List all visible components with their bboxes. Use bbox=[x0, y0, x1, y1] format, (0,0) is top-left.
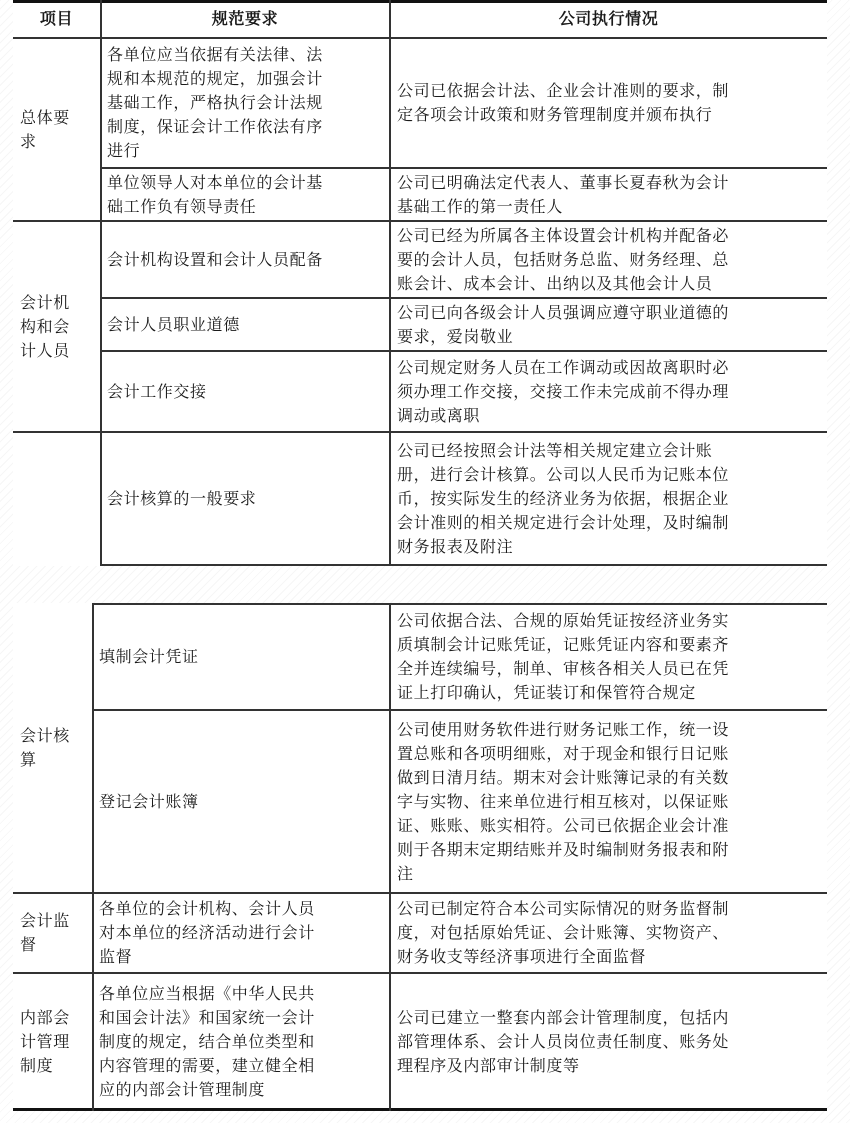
requirement-cell: 各单位应当依据有关法律、法 规和本规范的规定，加强会计 基础工作，严格执行会计法规 制度，保证会计工作依法有序 进行 bbox=[107, 45, 323, 160]
row-rule bbox=[13, 892, 827, 894]
execution-cell: 公司使用财务软件进行财务记账工作，统一设 置总账和各项明细账，对于现金和银行日记账 做到日清月结。期末对会计账簿记录的有关数 字与实物、往来单位进行相互核对，以保证账 证、账账、账实相符。公司已依据企业会计准 则于各期末定期结账并及时编制财务报表和附 注 bbox=[397, 719, 730, 883]
table-top-rule bbox=[92, 603, 827, 605]
row-rule bbox=[13, 972, 827, 974]
category-cell: 内部会 计管理 制度 bbox=[20, 1008, 70, 1075]
row-rule bbox=[100, 297, 827, 299]
requirement-cell: 会计工作交接 bbox=[107, 381, 207, 401]
column-rule bbox=[389, 603, 391, 1111]
requirement-cell: 各单位的会计机构、会计人员 对本单位的经济活动进行会计 监督 bbox=[99, 899, 315, 966]
execution-cell: 公司依据合法、合规的原始凭证按经济业务实 质填制会计记账凭证，记账凭证内容和要素齐 全并连续编号，制单、审核各相关人员已在凭 证上打印确认，凭证装订和保管符合规定 bbox=[397, 610, 730, 702]
row-rule bbox=[100, 350, 827, 352]
category-cell: 会计监 督 bbox=[20, 911, 70, 954]
requirement-cell: 各单位应当根据《中华人民共 和国会计法》和国家统一会计 制度的规定，结合单位类型和 内容管理的需要，建立健全相 应的内部会计管理制度 bbox=[99, 984, 315, 1099]
column-rule bbox=[92, 603, 94, 1111]
table-1 bbox=[13, 0, 827, 566]
category-cell: 总体要 求 bbox=[20, 107, 70, 151]
header-execution: 公司执行情况 bbox=[558, 9, 659, 28]
execution-cell: 公司已向各级会计人员强调应遵守职业道德的 要求，爱岗敬业 bbox=[397, 302, 730, 346]
requirement-cell: 会计人员职业道德 bbox=[107, 314, 240, 334]
table-2 bbox=[13, 603, 827, 1111]
header-rule bbox=[13, 37, 827, 39]
table-bottom-rule bbox=[100, 564, 827, 566]
header-requirement: 规范要求 bbox=[211, 9, 279, 28]
header-category: 项目 bbox=[39, 9, 74, 28]
execution-cell: 公司已依据会计法、企业会计准则的要求，制 定各项会计政策和财务管理制度并颁布执行 bbox=[397, 81, 730, 124]
column-rule bbox=[389, 0, 391, 566]
execution-cell: 公司规定财务人员在工作调动或因故离职时必 须办理工作交接，交接工作未完成前不得办理 调动或离职 bbox=[397, 357, 730, 425]
requirement-cell: 填制会计凭证 bbox=[99, 646, 199, 666]
requirement-cell: 会计机构设置和会计人员配备 bbox=[107, 249, 323, 269]
requirement-cell: 单位领导人对本单位的会计基 础工作负有领导责任 bbox=[107, 172, 323, 216]
column-rule bbox=[100, 0, 102, 566]
execution-cell: 公司已经按照会计法等相关规定建立会计账 册，进行会计核算。公司以人民币为记账本位 币，按实际发生的经济业务为依据，根据企业 会计准则的相关规定进行会计处理，及时编制 财务报表及附注 bbox=[397, 441, 730, 556]
row-rule bbox=[13, 431, 827, 433]
table-top-rule bbox=[13, 0, 827, 3]
category-cell: 会计核 算 bbox=[20, 726, 70, 769]
execution-cell: 公司已建立一整套内部会计管理制度，包括内 部管理体系、会计人员岗位责任制度、账务处 理程序及内部审计制度等 bbox=[397, 1008, 730, 1075]
execution-cell: 公司已制定符合本公司实际情况的财务监督制 度，对包括原始凭证、会计账簿、实物资产、 财务收支等经济事项进行全面监督 bbox=[397, 899, 730, 966]
execution-cell: 公司已明确法定代表人、董事长夏春秋为会计 基础工作的第一责任人 bbox=[397, 172, 730, 216]
requirement-cell: 会计核算的一般要求 bbox=[107, 489, 257, 508]
table-bottom-rule bbox=[13, 1108, 827, 1111]
execution-cell: 公司已经为所属各主体设置会计机构并配备必 要的会计人员，包括财务总监、财务经理、总 账会计、成本会计、出纳以及其他会计人员 bbox=[397, 225, 730, 293]
row-rule bbox=[13, 220, 827, 222]
row-rule bbox=[100, 167, 827, 169]
row-rule bbox=[92, 709, 827, 711]
requirement-cell: 登记会计账簿 bbox=[99, 791, 199, 811]
category-cell: 会计机 构和会 计人员 bbox=[20, 292, 70, 360]
